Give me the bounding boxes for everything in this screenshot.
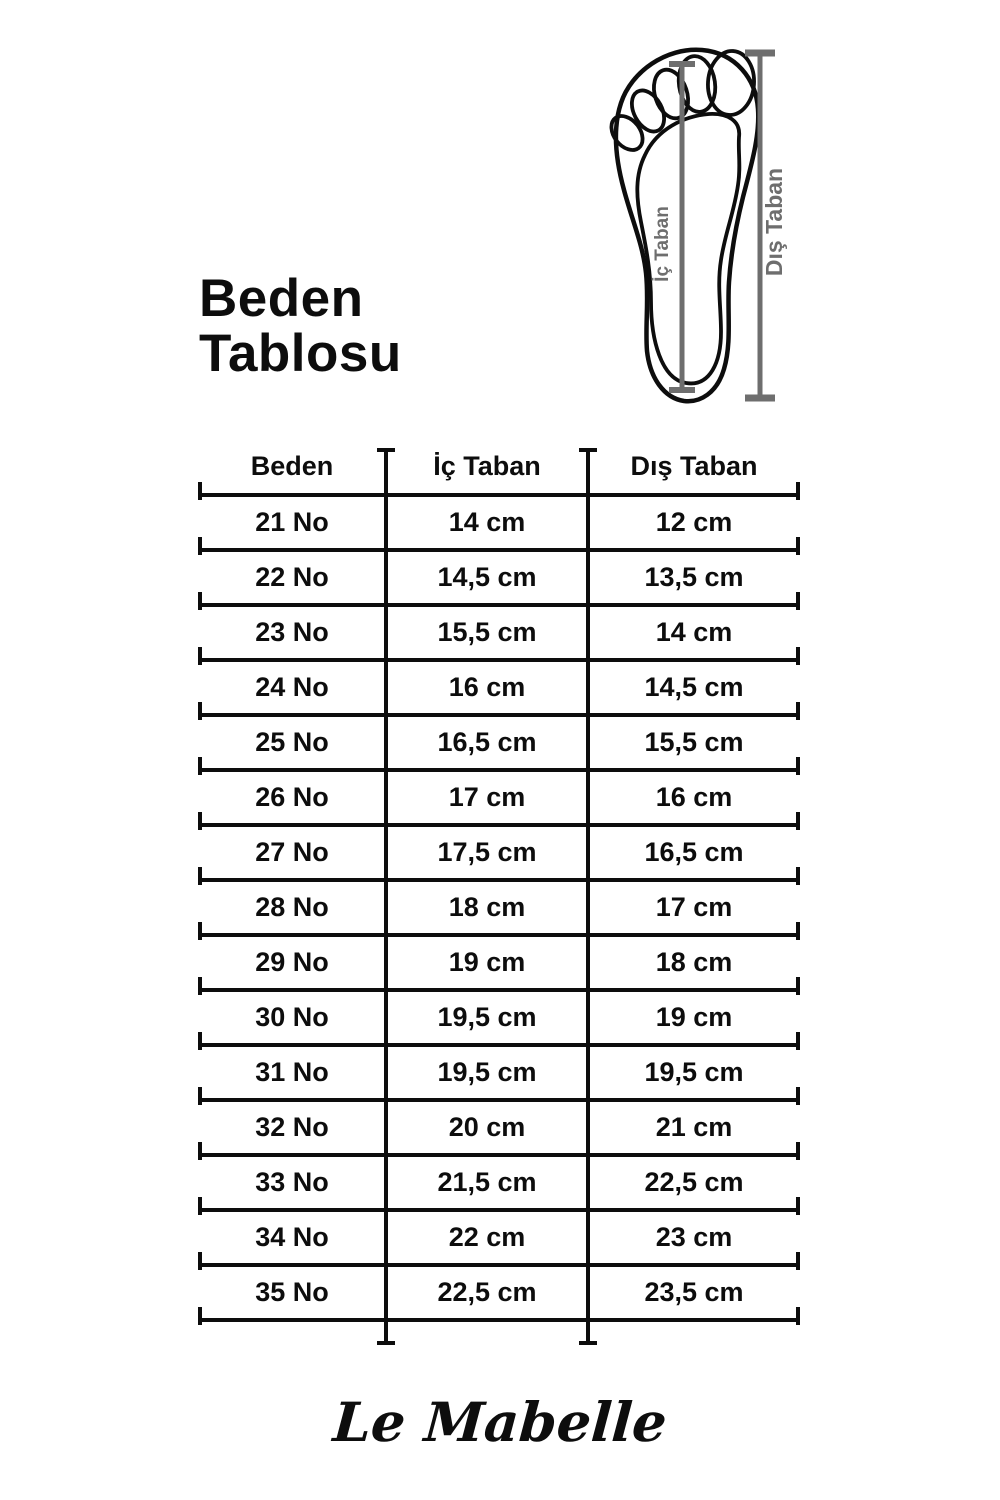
table-row xyxy=(198,1267,800,1322)
size-cell: 22 No xyxy=(255,562,329,592)
outer-sole-cell: 15,5 cm xyxy=(644,727,744,757)
table-row xyxy=(198,1102,800,1157)
inner-sole-label: İç Taban xyxy=(652,206,673,282)
outer-sole-cell: 14,5 cm xyxy=(644,672,744,702)
table-body xyxy=(198,497,800,1322)
table-row xyxy=(198,717,800,772)
size-cell: 32 No xyxy=(255,1112,329,1142)
size-cell: 26 No xyxy=(255,782,329,812)
inner-sole-cell: 20 cm xyxy=(448,1112,526,1142)
table-row xyxy=(198,882,800,937)
outer-sole-cell: 22,5 cm xyxy=(644,1167,744,1197)
outer-sole-cell: 19,5 cm xyxy=(644,1057,744,1087)
inner-sole-cell: 14 cm xyxy=(448,507,526,537)
table-header-row xyxy=(198,440,800,497)
table-row xyxy=(198,552,800,607)
size-cell: 21 No xyxy=(255,507,329,537)
size-cell: 35 No xyxy=(255,1277,329,1307)
inner-sole-cell: 18 cm xyxy=(448,892,526,922)
outer-sole-cell: 17 cm xyxy=(655,892,733,922)
table-row xyxy=(198,662,800,717)
inner-sole-cell: 17,5 cm xyxy=(437,837,537,867)
table-row xyxy=(198,827,800,882)
toe-small-icon xyxy=(605,110,649,156)
inner-sole-cell: 16 cm xyxy=(448,672,526,702)
table-row xyxy=(198,607,800,662)
page-title-line1: Beden xyxy=(199,269,364,328)
inner-sole-cell: 19,5 cm xyxy=(437,1057,537,1087)
outer-sole-cell: 12 cm xyxy=(655,507,733,537)
toe-icon xyxy=(648,65,694,122)
outer-sole-cell: 23,5 cm xyxy=(644,1277,744,1307)
outer-sole-cell: 14 cm xyxy=(655,617,733,647)
column-header-dis-taban: Dış Taban xyxy=(630,451,758,481)
inner-sole-cell: 16,5 cm xyxy=(437,727,537,757)
size-cell: 25 No xyxy=(255,727,329,757)
size-cell: 33 No xyxy=(255,1167,329,1197)
brand-logo: Le Mabelle xyxy=(331,1390,669,1454)
size-table xyxy=(198,440,800,1322)
table-row xyxy=(198,992,800,1047)
outer-sole-cell: 16 cm xyxy=(655,782,733,812)
page-title xyxy=(199,269,402,384)
size-cell: 31 No xyxy=(255,1057,329,1087)
table-row xyxy=(198,937,800,992)
outer-sole-cell: 13,5 cm xyxy=(644,562,744,592)
outer-sole-label: Dış Taban xyxy=(761,167,787,277)
size-cell: 28 No xyxy=(255,892,329,922)
table-row xyxy=(198,1157,800,1212)
size-cell: 34 No xyxy=(255,1222,329,1252)
inner-sole-cell: 22,5 cm xyxy=(437,1277,537,1307)
size-cell: 27 No xyxy=(255,837,329,867)
column-divider-2 xyxy=(586,448,590,1345)
page-title-line2: Tablosu xyxy=(199,324,402,384)
outer-sole-cell: 21 cm xyxy=(655,1112,733,1142)
line-end-tick xyxy=(796,1307,800,1325)
outer-sole-cell: 19 cm xyxy=(655,1002,733,1032)
size-cell: 30 No xyxy=(255,1002,329,1032)
inner-sole-cell: 21,5 cm xyxy=(437,1167,537,1197)
inner-sole-cell: 14,5 cm xyxy=(437,562,537,592)
inner-sole-cell: 19,5 cm xyxy=(437,1002,537,1032)
column-header-ic-taban: İç Taban xyxy=(433,451,541,481)
foot-measurement-diagram xyxy=(590,16,810,416)
size-cell: 29 No xyxy=(255,947,329,977)
outer-sole-cell: 18 cm xyxy=(655,947,733,977)
inner-sole-cell: 15,5 cm xyxy=(437,617,537,647)
size-cell: 23 No xyxy=(255,617,329,647)
table-row xyxy=(198,1047,800,1102)
inner-sole-cell: 22 cm xyxy=(448,1222,526,1252)
inner-sole-cell: 19 cm xyxy=(448,947,526,977)
column-header-beden: Beden xyxy=(250,451,334,481)
inner-sole-cell: 17 cm xyxy=(448,782,526,812)
line-end-tick xyxy=(198,1307,202,1325)
table-row xyxy=(198,1212,800,1267)
size-cell: 24 No xyxy=(255,672,329,702)
outer-sole-cell: 16,5 cm xyxy=(644,837,744,867)
column-divider-1 xyxy=(384,448,388,1345)
table-row xyxy=(198,772,800,827)
outer-sole-cell: 23 cm xyxy=(655,1222,733,1252)
table-row xyxy=(198,497,800,552)
